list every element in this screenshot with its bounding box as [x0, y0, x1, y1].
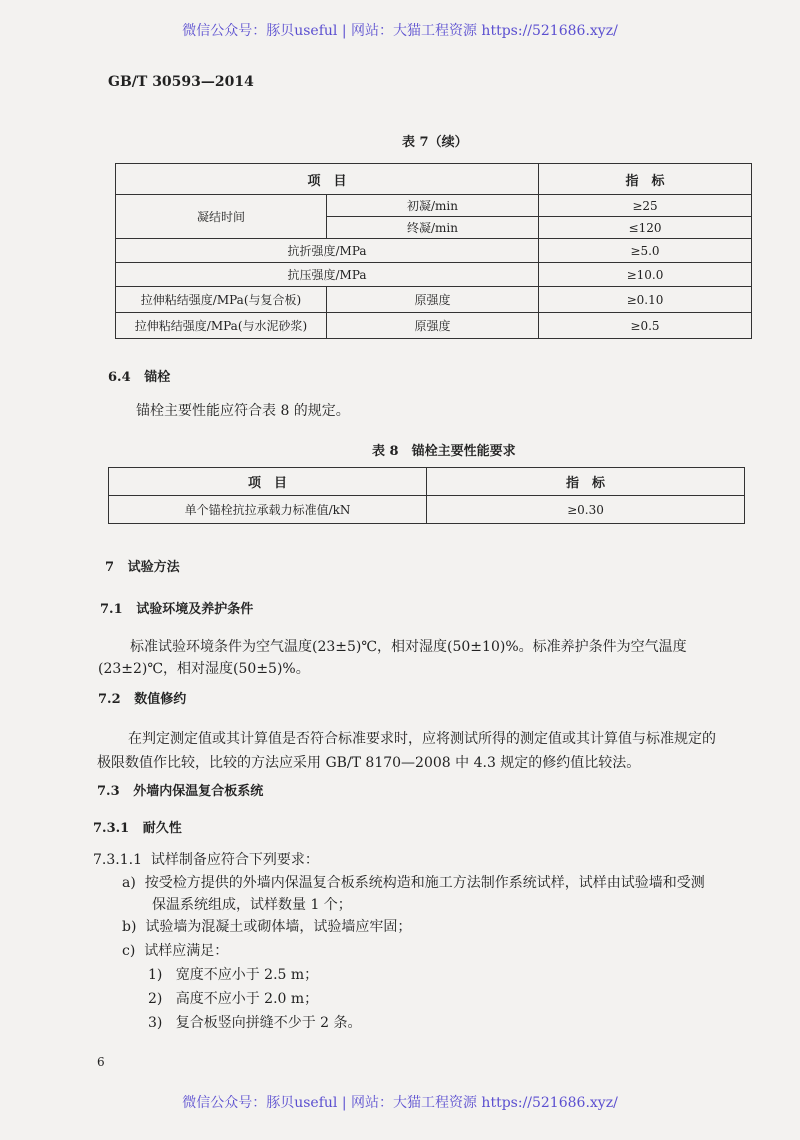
watermark-bottom: 微信公众号：豚贝useful | 网站：大猫工程资源 https://521686.xyz/: [182, 1095, 618, 1111]
table8-cell: ≥0.30: [427, 496, 745, 524]
table7-cell: 终凝/min: [327, 217, 539, 239]
list-marker: 1): [148, 967, 163, 983]
table8-header-value: 指 标: [427, 468, 745, 496]
table7-cell: ≥0.5: [539, 313, 752, 339]
table7-header-item: 项 目: [116, 164, 539, 195]
list-item: 按受检方提供的外墙内保温复合板系统构造和施工方法制作系统试样，试样由试验墙和受测: [144, 875, 705, 891]
table7-cell: 初凝/min: [327, 195, 539, 217]
section-title: 耐久性: [142, 821, 182, 836]
table7-caption: 表 7（续）: [402, 135, 468, 150]
table7-cell: 抗折强度/MPa: [116, 239, 539, 263]
table7-cell: 原强度: [327, 313, 539, 339]
paragraph-line: 标准试验环境条件为空气温度(23±5)℃，相对湿度(50±10)%。标准养护条件为空气温度: [130, 639, 687, 655]
table7-cell: ≥25: [539, 195, 752, 217]
paragraph-line: 在判定测定值或其计算值是否符合标准要求时，应将测试所得的测定值或其计算值与标准规定的: [128, 731, 716, 747]
table7-cell: ≥10.0: [539, 263, 752, 287]
page-number: 6: [97, 1055, 105, 1069]
table7-cell: ≤120: [539, 217, 752, 239]
section-number: 7.3.1: [93, 821, 130, 836]
table8: [108, 467, 745, 524]
list-item: 试验墙为混凝土或砌体墙，试验墙应牢固；: [145, 919, 412, 935]
list-item: 宽度不应小于 2.5 m；: [175, 967, 319, 983]
table8-cell: 单个锚栓抗拉承载力标准值/kN: [109, 496, 427, 524]
list-marker: c): [122, 943, 136, 959]
clause-number: 7.3.1.1: [93, 852, 142, 868]
section-number: 7.3: [97, 784, 120, 799]
table8-caption: 表 8 锚栓主要性能要求: [372, 444, 516, 459]
table7-cell: 原强度: [327, 287, 539, 313]
section-title: 锚栓: [144, 370, 171, 385]
table7-cell: ≥5.0: [539, 239, 752, 263]
section-number: 6.4: [108, 370, 131, 385]
table7-cell: 凝结时间: [116, 195, 327, 239]
table7-cell: 拉伸粘结强度/MPa(与水泥砂浆): [116, 313, 327, 339]
list-item-continuation: 保温系统组成，试样数量 1 个；: [152, 897, 352, 913]
section-title: 试验方法: [127, 560, 180, 575]
section-title: 试验环境及养护条件: [136, 602, 254, 617]
table7-cell: 抗压强度/MPa: [116, 263, 539, 287]
list-marker: 2): [148, 991, 163, 1007]
clause-title: 试样制备应符合下列要求：: [150, 852, 319, 868]
section-number: 7.1: [100, 602, 123, 617]
section-number: 7: [105, 560, 115, 575]
list-marker: a): [122, 875, 136, 891]
list-item: 试样应满足：: [144, 943, 229, 959]
list-item: 高度不应小于 2.0 m；: [175, 991, 319, 1007]
table7-cell: 拉伸粘结强度/MPa(与复合板): [116, 287, 327, 313]
standard-number: GB/T 30593—2014: [108, 74, 254, 90]
watermark-top: 微信公众号：豚贝useful | 网站：大猫工程资源 https://521686.xyz/: [182, 23, 618, 39]
section-number: 7.2: [98, 692, 121, 707]
list-marker: b): [122, 919, 137, 935]
table8-header-item: 项 目: [109, 468, 427, 496]
section-title: 外墙内保温复合板系统: [133, 784, 264, 799]
table7-cell: ≥0.10: [539, 287, 752, 313]
table7: [115, 163, 752, 339]
paragraph-line: 极限数值作比较，比较的方法应采用 GB/T 8170—2008 中 4.3 规定的修约值比较法。: [97, 755, 641, 771]
table7-header-value: 指 标: [539, 164, 752, 195]
paragraph: 锚栓主要性能应符合表 8 的规定。: [136, 403, 350, 419]
paragraph-line: (23±2)℃，相对湿度(50±5)%。: [98, 661, 310, 677]
list-item: 复合板竖向拼缝不少于 2 条。: [175, 1015, 362, 1031]
list-marker: 3): [148, 1015, 163, 1031]
section-title: 数值修约: [134, 692, 187, 707]
